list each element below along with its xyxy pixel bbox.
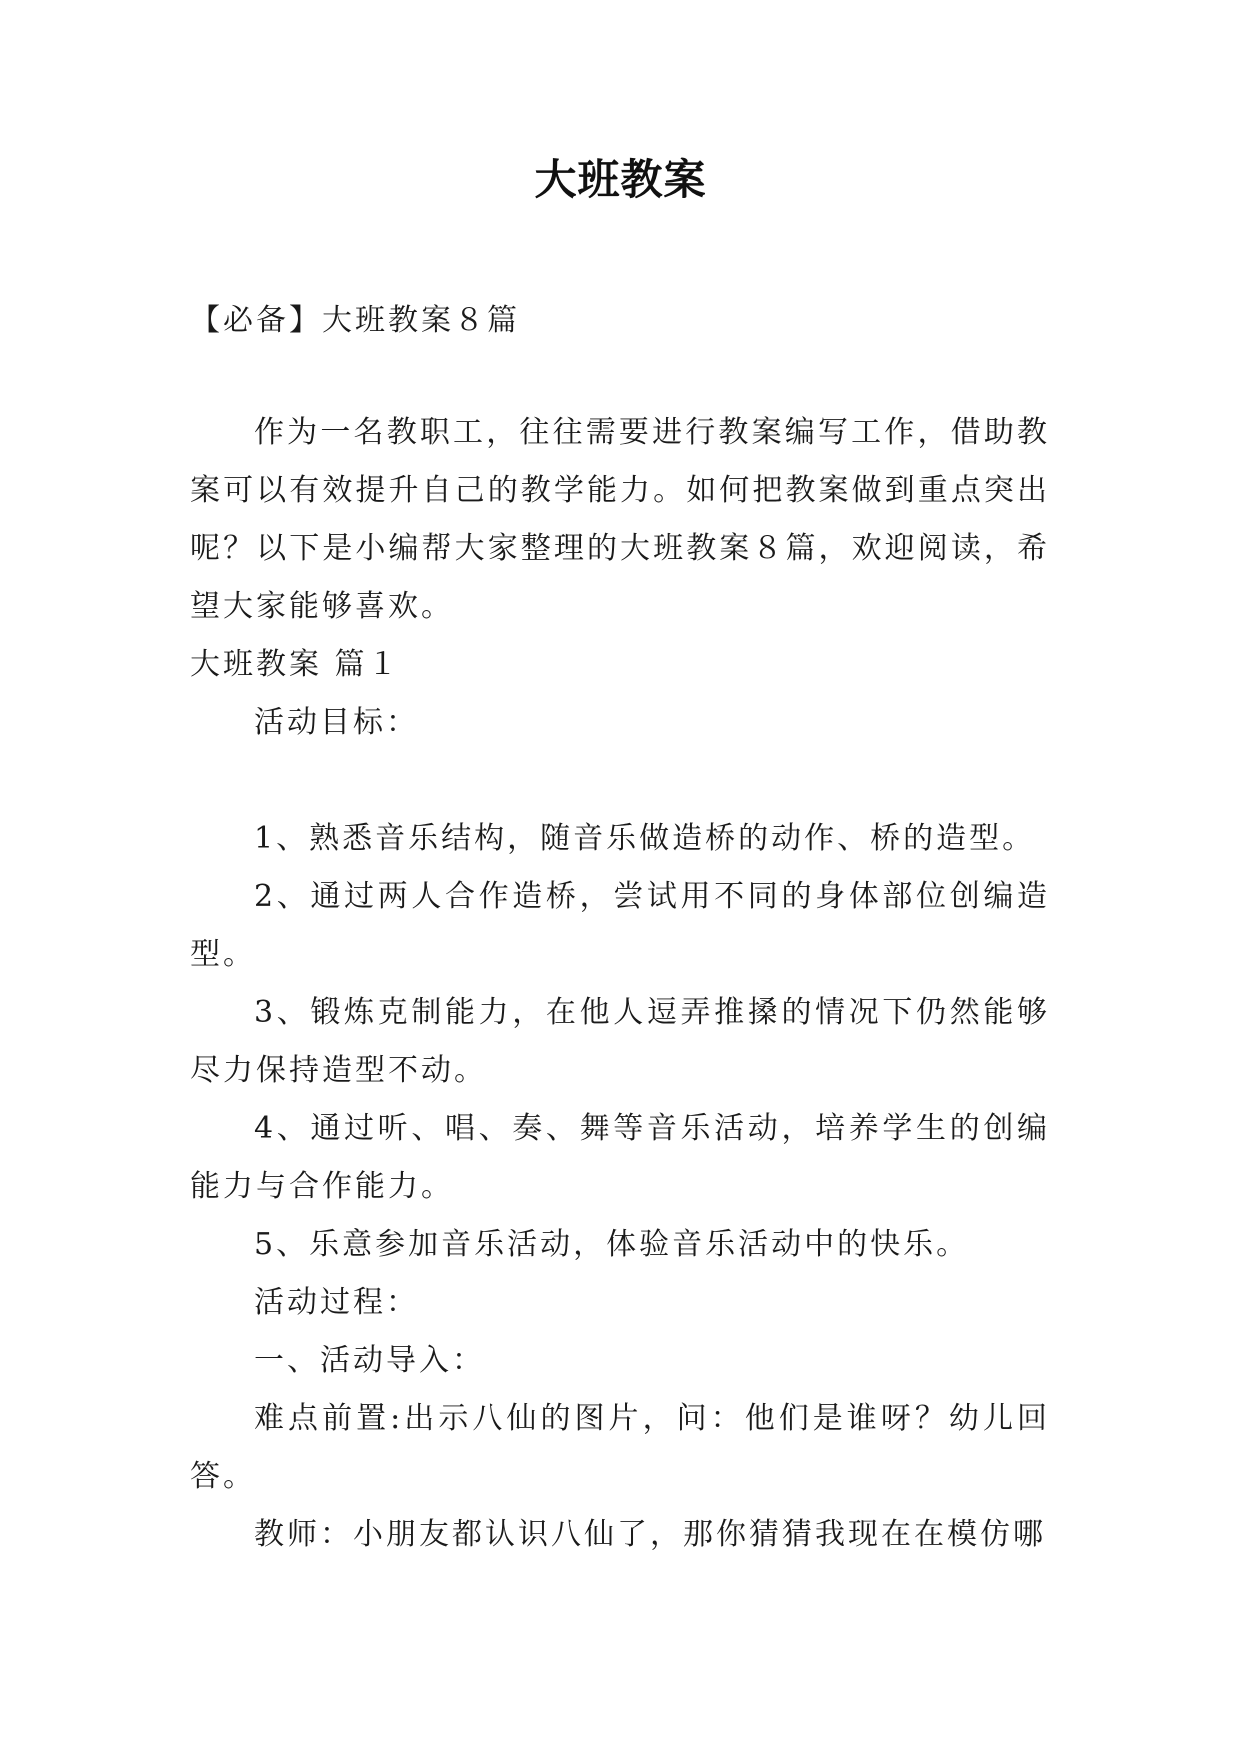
- goal-item-5: 5、乐意参加音乐活动，体验音乐活动中的快乐。: [254, 1227, 970, 1262]
- intro-paragraph: 作为一名教职工，往往需要进行教案编写工作，借助教案可以有效提升自己的教学能力。如何把教案做到重点突出呢？以下是小编帮大家整理的大班教案８篇，欢迎阅读，希望大家能够喜欢。: [190, 415, 1050, 624]
- document-subtitle: 【必备】大班教案８篇: [190, 303, 520, 338]
- goal-item-4: 4、通过听、唱、奏、舞等音乐活动，培养学生的创编能力与合作能力。: [190, 1111, 1050, 1204]
- goal-item-1: 1、熟悉音乐结构，随音乐做造桥的动作、桥的造型。: [254, 821, 1036, 856]
- activity-goal-heading: 活动目标：: [254, 705, 419, 740]
- section-heading: 大班教案 篇１: [190, 647, 401, 682]
- document-body: [190, 292, 1050, 1564]
- step1-heading: 一、活动导入：: [254, 1343, 485, 1378]
- page-title: 大班教案: [534, 155, 707, 204]
- difficulty-paragraph: 难点前置:出示八仙的图片，问：他们是谁呀？幼儿回答。: [190, 1401, 1050, 1494]
- teacher-paragraph: 教师：小朋友都认识八仙了，那你猜猜我现在在模仿哪: [254, 1517, 1046, 1552]
- goal-item-2: 2、通过两人合作造桥，尝试用不同的身体部位创编造型。: [190, 879, 1050, 972]
- goal-item-3: 3、锻炼克制能力，在他人逗弄推搡的情况下仍然能够尽力保持造型不动。: [190, 995, 1050, 1088]
- process-heading: 活动过程：: [254, 1285, 419, 1320]
